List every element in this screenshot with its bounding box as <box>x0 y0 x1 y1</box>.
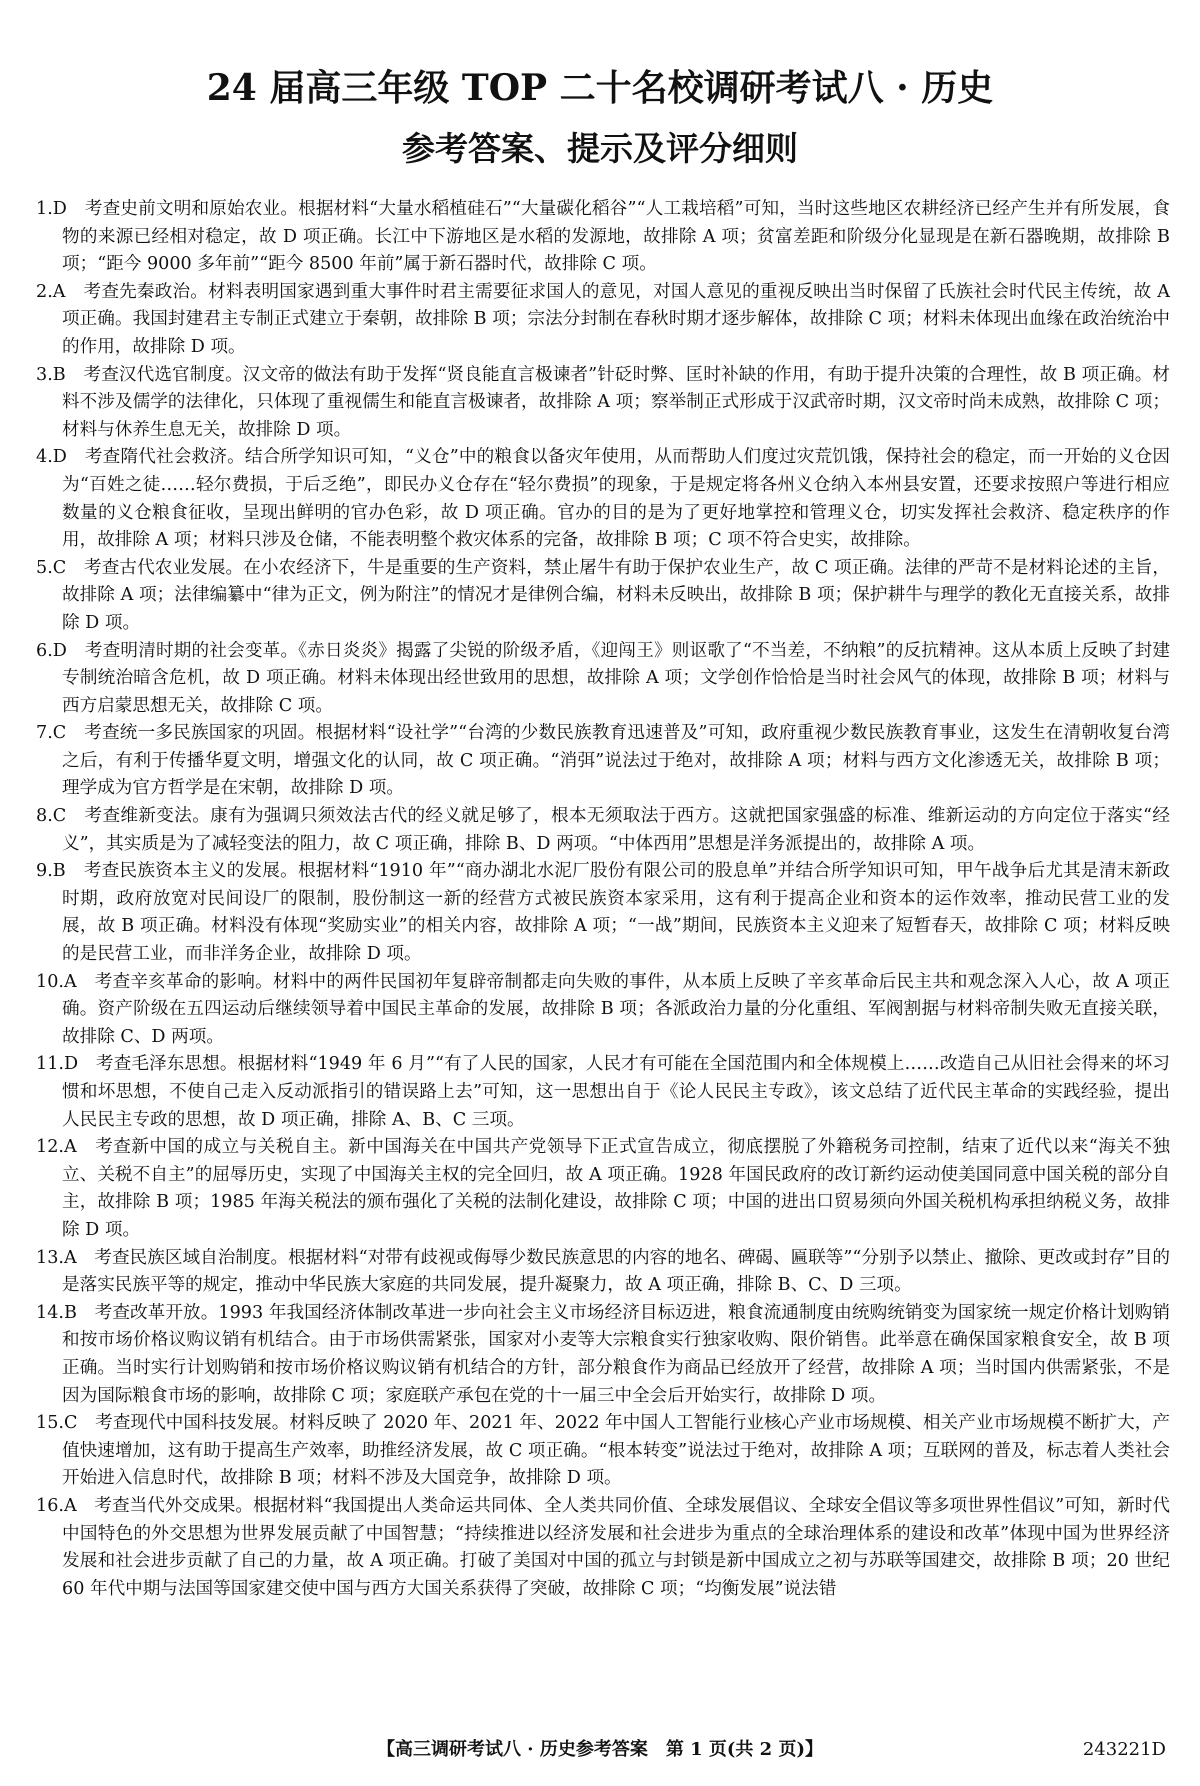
page-title: 24 届高三年级 TOP 二十名校调研考试八 · 历史 <box>206 67 994 109</box>
answer-explanation: 考查先秦政治。材料表明国家遇到重大事件时君主需要征求国人的意见，对国人意见的重视反映出当时保留了氏族社会时代民主传统，故 A 项正确。我国封建君主专制正式建立于秦朝，故排除 B 项；宗法分封制在春秋时期才逐步解体，故排除 C 项；材料未体现出血缘在政治统治中的作用，故排除 D 项。 <box>62 281 1170 357</box>
answer-list <box>36 196 1170 1603</box>
answer-item <box>36 803 1170 858</box>
answer-item <box>36 444 1170 554</box>
answer-item <box>36 1134 1170 1244</box>
answer-explanation: 考查统一多民族国家的巩固。根据材料“设社学”“台湾的少数民族教育迅速普及”可知，政府重视少数民族教育事业，这发生在清朝收复台湾之后，有利于传播华夏文明，增强文化的认同，故 C 项正确。“消弭”说法过于绝对，故排除 A 项；材料与西方文化渗透无关，故排除 B 项；理学成为官方哲学是在宋朝，故排除 D 项。 <box>62 723 1170 799</box>
answer-number: 12.A <box>36 1137 77 1158</box>
answer-number: 5.C <box>36 557 67 578</box>
answer-explanation: 考查明清时期的社会变革。《赤日炎炎》揭露了尖锐的阶级矛盾，《迎闯王》则讴歌了“不当差，不纳粮”的反抗精神。这从本质上反映了封建专制统治暗含危机，故 D 项正确。材料未体现出经世致用的思想，故排除 A 项；文学创作恰恰是当时社会风气的体现，故排除 B 项；材料与西方启蒙思想无关，故排除 C 项。 <box>62 640 1170 716</box>
answer-explanation: 考查改革开放。1993 年我国经济体制改革进一步向社会主义市场经济目标迈进，粮食流通制度由统购统销变为国家统一规定价格计划购销和按市场价格议购议销有机结合。由于市场供需紧张，国家对小麦等大宗粮食实行独家收购、限价销售。此举意在确保国家粮食安全，故 B 项正确。当时实行计划购销和按市场价格议购议销有机结合的方针，部分粮食作为商品已经放开了经营，故排除 A 项；当时国内供需紧张，不是因为国际粮食市场的影响，故排除 C 项；家庭联产承包在党的十一届三中全会后开始实行，故排除 D 项。 <box>62 1302 1170 1406</box>
answer-number: 8.C <box>36 806 67 827</box>
answer-item <box>36 279 1170 362</box>
answer-item <box>36 1245 1170 1300</box>
answer-number: 13.A <box>36 1247 77 1268</box>
answer-explanation: 考查古代农业发展。在小农经济下，牛是重要的生产资料，禁止屠牛有助于保护农业生产，故 C 项正确。法律的严苛不是材料论述的主旨，故排除 A 项；法律编纂中“律为正文，例为附注”的情况才是律例合编，材料未反映出，故排除 B 项；保护耕牛与理学的教化无直接关系，故排除 D 项。 <box>62 557 1170 633</box>
answer-number: 14.B <box>36 1302 77 1323</box>
answer-number: 10.A <box>36 971 77 992</box>
answer-item <box>36 196 1170 279</box>
answer-explanation: 考查史前文明和原始农业。根据材料“大量水稻植硅石”“大量碳化稻谷”“人工栽培稻”可知，当时这些地区农耕经济已经产生并有所发展，食物的来源已经相对稳定，故 D 项正确。长江中下游地区是水稻的发源地，故排除 A 项；贫富差距和阶级分化显现是在新石器晚期，故排除 B 项；“距今 9000 多年前”“距今 8500 年前”属于新石器时代，故排除 C 项。 <box>62 199 1170 275</box>
answer-number: 7.C <box>36 723 67 744</box>
answer-number: 6.D <box>36 640 67 661</box>
answer-item <box>36 1051 1170 1134</box>
answer-explanation: 考查辛亥革命的影响。材料中的两件民国初年复辟帝制都走向失败的事件，从本质上反映了辛亥革命后民主共和观念深入人心，故 A 项正确。资产阶级在五四运动后继续领导着中国民主革命的发展，故排除 B 项；各派政治力量的分化重组、军阀割据与材料帝制失败无直接关联，故排除 C、D 两项。 <box>62 971 1170 1047</box>
footer-page-info: 【高三调研考试八 · 历史参考答案 第 1 页(共 2 页)】 <box>377 1739 823 1760</box>
answer-item <box>36 1410 1170 1493</box>
answer-explanation: 考查民族区域自治制度。根据材料“对带有歧视或侮辱少数民族意思的内容的地名、碑碣、匾联等”“分别予以禁止、撤除、更改或封存”目的是落实民族平等的规定，推动中华民族大家庭的共同发展，提升凝聚力，故 A 项正确，排除 B、C、D 三项。 <box>62 1247 1170 1296</box>
answer-item <box>36 638 1170 721</box>
answer-item <box>36 858 1170 968</box>
answer-explanation: 考查新中国的成立与关税自主。新中国海关在中国共产党领导下正式宣告成立，彻底摆脱了外籍税务司控制，结束了近代以来“海关不独立、关税不自主”的屈辱历史，实现了中国海关主权的完全回归，故 A 项正确。1928 年国民政府的改订新约运动使美国同意中国关税的部分自主，故排除 B 项；1985 年海关税法的颁布强化了关税的法制化建设，故排除 C 项；中国的进出口贸易须向外国关税机构承担纳税义务，故排除 D 项。 <box>62 1137 1170 1240</box>
answer-number: 2.A <box>36 281 66 302</box>
answer-number: 15.C <box>36 1413 78 1434</box>
answer-item <box>36 555 1170 638</box>
answer-item <box>36 1300 1170 1410</box>
answer-number: 3.B <box>36 364 66 385</box>
answer-explanation: 考查维新变法。康有为强调只须效法古代的经义就足够了，根本无须取法于西方。这就把国家强盛的标准、维新运动的方向定位于落实“经义”，其实质是为了减轻变法的阻力，故 C 项正确，排除 B、D 两项。“中体西用”思想是洋务派提出的，故排除 A 项。 <box>62 806 1170 854</box>
page-subtitle: 参考答案、提示及评分细则 <box>402 129 798 168</box>
answer-number: 11.D <box>36 1054 79 1075</box>
answer-item <box>36 1493 1170 1603</box>
answer-explanation: 考查隋代社会救济。结合所学知识可知，“义仓”中的粮食以备灾年使用，从而帮助人们度过灾荒饥饿，保持社会的稳定，而一开始的义仓因为“百姓之徒……轻尔费损，于后乏绝”，即民办义仓存在“轻尔费损”的现象，于是规定将各州义仓纳入本州县安置，还要求按照户等进行相应数量的义仓粮食征收，呈现出鲜明的官办色彩，故 D 项正确。官办的目的是为了更好地掌控和管理义仓，切实发挥社会救济、稳定秩序的作用，故排除 A 项；材料只涉及仓储，不能表明整个救灾体系的完备，故排除 B 项；C 项不符合史实，故排除。 <box>62 447 1170 551</box>
answer-number: 9.B <box>36 861 66 882</box>
answer-explanation: 考查现代中国科技发展。材料反映了 2020 年、2021 年、2022 年中国人工智能行业核心产业市场规模、相关产业市场规模不断扩大，产值快速增加，这有助于提高生产效率，助推经济发展，故 C 项正确。“根本转变”说法过于绝对，故排除 A 项；互联网的普及，标志着人类社会开始进入信息时代，故排除 B 项；材料不涉及大国竞争，故排除 D 项。 <box>62 1413 1170 1489</box>
answer-explanation: 考查当代外交成果。根据材料“我国提出人类命运共同体、全人类共同价值、全球发展倡议、全球安全倡议等多项世界性倡议”可知，新时代中国特色的外交思想为世界发展贡献了中国智慧；“持续推进以经济发展和社会进步为重点的全球治理体系的建设和改革”体现中国为世界经济发展和社会进步贡献了自己的力量，故 A 项正确。打破了美国对中国的孤立与封锁是新中国成立之初与苏联等国建交，故排除 B 项；20 世纪 60 年代中期与法国等国家建交使中国与西方大国关系获得了突破，故排除 C 项；“均衡发展”说法错 <box>62 1495 1170 1599</box>
footer-doc-code: 243221D <box>1082 1739 1166 1760</box>
answer-explanation: 考查毛泽东思想。根据材料“1949 年 6 月”“有了人民的国家，人民才有可能在全国范围内和全体规模上……改造自己从旧社会得来的坏习惯和坏思想，不使自己走入反动派指引的错误路上去”可知，这一思想出自于《论人民民主专政》，该文总结了近代民主革命的实践经验，提出人民民主专政的思想，故 D 项正确，排除 A、B、C 三项。 <box>62 1054 1170 1130</box>
answer-explanation: 考查汉代选官制度。汉文帝的做法有助于发挥“贤良能直言极谏者”针砭时弊、匡时补缺的作用，有助于提升决策的合理性，故 B 项正确。材料不涉及儒学的法律化，只体现了重视儒生和能直言极谏者，故排除 A 项；察举制正式形成于汉武帝时期，汉文帝时尚未成熟，故排除 C 项；材料与休养生息无关，故排除 D 项。 <box>62 364 1170 440</box>
answer-explanation: 考查民族资本主义的发展。根据材料“1910 年”“商办湖北水泥厂股份有限公司的股息单”并结合所学知识可知，甲午战争后尤其是清末新政时期，政府放宽对民间设厂的限制，股份制这一新的经营方式被民族资本家采用，这有利于提高企业和资本的运作效率，推动民营工业的发展，故 B 项正确。材料没有体现“奖励实业”的相关内容，故排除 A 项；“一战”期间，民族资本主义迎来了短暂春天，故排除 C 项；材料反映的是民营工业，而非洋务企业，故排除 D 项。 <box>62 861 1170 965</box>
answer-number: 4.D <box>36 447 67 468</box>
answer-item <box>36 969 1170 1052</box>
answer-item <box>36 720 1170 803</box>
answer-item <box>36 362 1170 445</box>
answer-number: 16.A <box>36 1495 77 1516</box>
answer-number: 1.D <box>36 199 67 219</box>
